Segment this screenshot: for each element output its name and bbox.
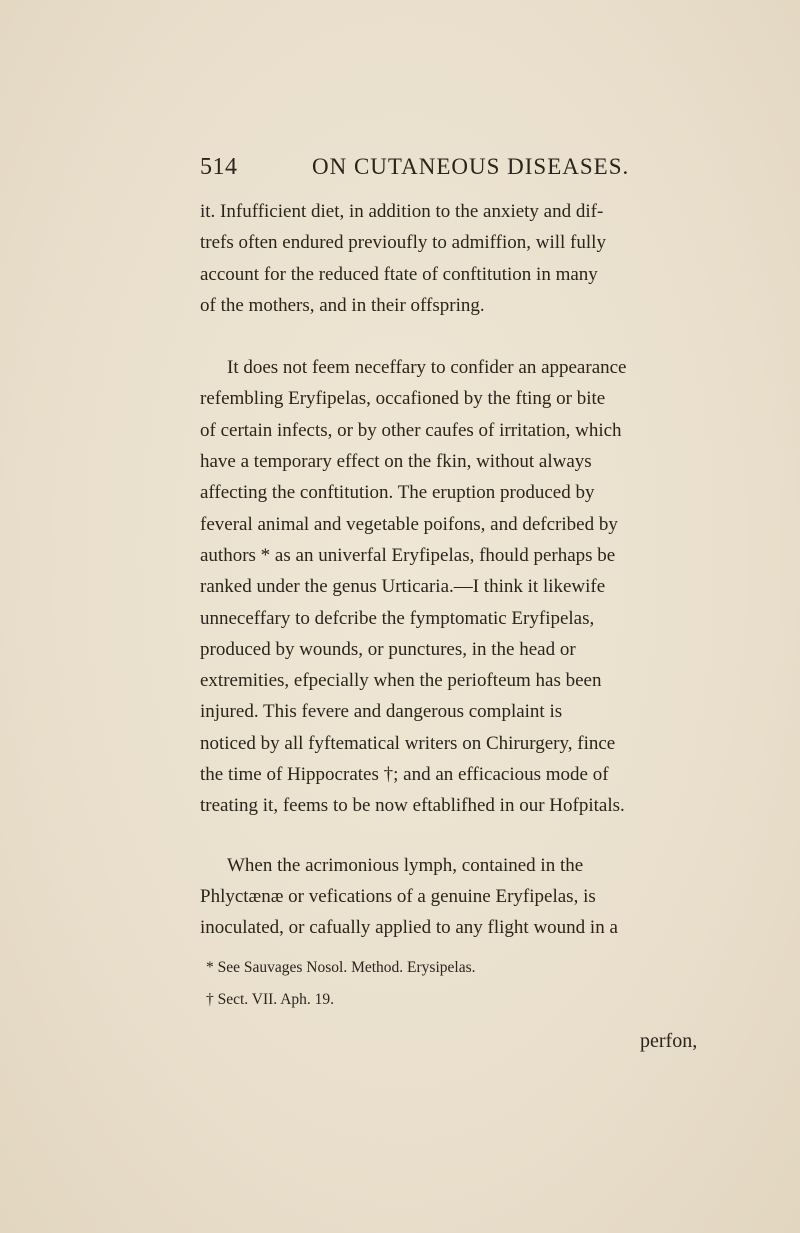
body-text bbox=[200, 196, 736, 944]
text-line: noticed by all fyftematical writers on Chirurgery, fince bbox=[200, 732, 616, 754]
text-line: account for the reduced ftate of conftitution in many bbox=[200, 263, 598, 285]
text-line: When the acrimonious lymph, contained in the bbox=[227, 854, 584, 876]
text-line: Phlyctænæ or vefications of a genuine Eryfipelas, is bbox=[200, 885, 596, 907]
text-line: trefs often endured previoufly to admiffion, will fully bbox=[200, 232, 606, 254]
paragraph-spacer bbox=[200, 822, 736, 850]
text-line: treating it, feems to be now eftablifhed in our Hofpitals. bbox=[200, 795, 625, 817]
text-line: produced by wounds, or punctures, in the head or bbox=[200, 638, 576, 660]
paragraph-2 bbox=[200, 352, 736, 821]
text-line: authors * as an univerfal Eryfipelas, fhould perhaps be bbox=[200, 544, 616, 566]
text-line: extremities, efpecially when the periofteum has been bbox=[200, 670, 602, 692]
text-line: have a temporary effect on the fkin, without always bbox=[200, 451, 592, 473]
paragraph-spacer bbox=[200, 321, 736, 352]
text-line: unneceffary to defcribe the fymptomatic Eryfipelas, bbox=[200, 607, 595, 629]
text-line: It does not feem neceffary to confider an appearance bbox=[227, 357, 627, 379]
text-line: the time of Hippocrates †; and an efficacious mode of bbox=[200, 764, 609, 786]
footnotes bbox=[200, 952, 740, 1016]
text-line: affecting the conftitution. The eruption produced by bbox=[200, 482, 595, 504]
text-line: refembling Eryfipelas, occafioned by the fting or bite bbox=[200, 388, 606, 410]
text-line: feveral animal and vegetable poifons, and defcribed by bbox=[200, 513, 618, 535]
text-line: of certain infects, or by other caufes of irritation, which bbox=[200, 419, 622, 441]
running-head: ON CUTANEOUS DISEASES. bbox=[312, 154, 630, 179]
paragraph-3 bbox=[200, 850, 736, 944]
text-line: of the mothers, and in their offspring. bbox=[200, 294, 485, 316]
text-line: inoculated, or cafually applied to any flight wound in a bbox=[200, 917, 618, 939]
footnote-2: † Sect. VII. Aph. 19. bbox=[206, 991, 335, 1008]
page-header bbox=[200, 150, 660, 190]
text-line: injured. This fevere and dangerous complaint is bbox=[200, 701, 563, 723]
paragraph-1 bbox=[200, 196, 736, 321]
footnote-1: * See Sauvages Nosol. Method. Erysipelas. bbox=[206, 959, 476, 976]
text-line: it. Infufficient diet, in addition to the anxiety and dif- bbox=[200, 201, 604, 222]
catchword: perfon, bbox=[640, 1030, 698, 1052]
text-line: ranked under the genus Urticaria.—I think it likewife bbox=[200, 576, 606, 598]
page-number: 514 bbox=[200, 154, 238, 180]
